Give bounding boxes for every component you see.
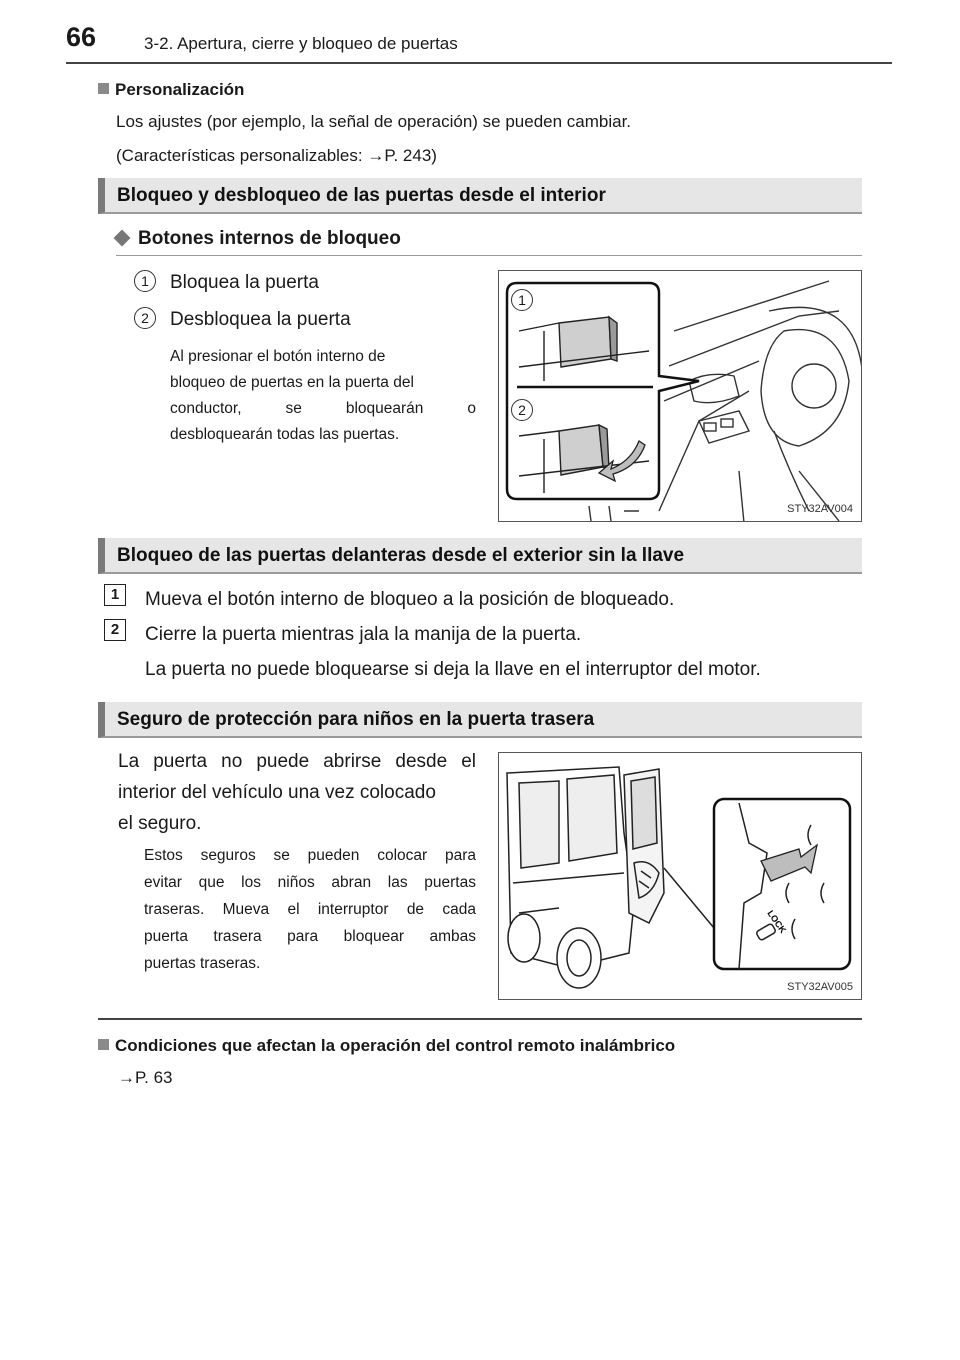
diamond-bullet-icon — [114, 229, 131, 246]
step-number-1: 1 — [104, 584, 126, 606]
door-interior-illustration — [499, 271, 862, 522]
interior-note-line: bloqueo de puertas en la puerta del — [170, 374, 414, 391]
interior-note — [170, 344, 476, 448]
item-label-unlock: Desbloquea la puerta — [170, 309, 351, 330]
section-title-exterior: Bloqueo de las puertas delanteras desde el exterior sin la llave — [117, 545, 685, 566]
child-note-line: traseras. Mueva el interruptor de cada — [144, 901, 476, 918]
interior-note-line: desbloquearán todas las puertas. — [170, 426, 400, 443]
personalizacion-title: Personalización — [115, 80, 245, 99]
car-rear-door-illustration — [499, 753, 862, 1000]
condiciones-ref: →P. 63 — [118, 1068, 173, 1087]
square-bullet-icon — [98, 1039, 109, 1050]
section-title-interior: Bloqueo y desbloqueo de las puertas desde el interior — [117, 185, 606, 206]
figure-callout-2: 2 — [511, 399, 533, 421]
figure-child-lock — [498, 752, 862, 1000]
child-note-line: evitar que los niños abran las puertas — [144, 874, 476, 891]
child-note-line: puertas traseras. — [144, 955, 261, 972]
exterior-note: La puerta no puede bloquearse si deja la llave en el interruptor del motor. — [145, 659, 761, 680]
interior-note-line: Al presionar el botón interno de — [170, 348, 386, 365]
subsection-heading — [112, 228, 401, 250]
figure-callout-1: 1 — [511, 289, 533, 311]
figure-code-2: STY32AV005 — [787, 981, 853, 993]
child-note-line: Estos seguros se pueden colocar para — [144, 847, 476, 864]
section-bar-interior — [98, 178, 862, 214]
child-lock-note — [144, 842, 476, 977]
lock-label: LOCK — [765, 908, 789, 936]
step-number-2: 2 — [104, 619, 126, 641]
child-lock-intro — [118, 746, 476, 839]
chapter-title: 3-2. Apertura, cierre y bloqueo de puertas — [144, 34, 458, 53]
subsection-title: Botones internos de bloqueo — [138, 228, 401, 249]
figure-code-1: STY32AV004 — [787, 503, 853, 515]
condiciones-heading — [98, 1036, 675, 1056]
page-number: 66 — [66, 22, 97, 52]
interior-note-line: conductor, se bloquearán o — [170, 400, 476, 417]
item-number-2: 2 — [134, 307, 156, 329]
personalizacion-heading — [98, 80, 244, 100]
condiciones-title: Condiciones que afectan la operación del control remoto inalámbrico — [115, 1036, 676, 1055]
item-label-lock: Bloquea la puerta — [170, 272, 319, 293]
child-note-line: puerta trasera para bloquear ambas — [144, 928, 476, 945]
bottom-divider — [98, 1018, 862, 1020]
item-number-1: 1 — [134, 270, 156, 292]
step-text-2: Cierre la puerta mientras jala la manija de la puerta. — [145, 624, 582, 645]
child-intro-line: interior del vehículo una vez colocado — [118, 782, 436, 803]
personalizacion-line-2: (Características personalizables: →P. 243) — [116, 146, 437, 165]
header-divider — [66, 62, 892, 64]
step-text-1: Mueva el botón interno de bloqueo a la posición de bloqueado. — [145, 589, 675, 610]
figure-door-lock-buttons — [498, 270, 862, 522]
personalizacion-line-1: Los ajustes (por ejemplo, la señal de operación) se pueden cambiar. — [116, 112, 632, 131]
subsection-divider — [116, 255, 862, 256]
section-title-child-lock: Seguro de protección para niños en la puerta trasera — [117, 709, 595, 730]
child-intro-line: el seguro. — [118, 813, 202, 834]
square-bullet-icon — [98, 83, 109, 94]
child-intro-line: La puerta no puede abrirse desde el — [118, 751, 476, 772]
section-bar-child-lock — [98, 702, 862, 738]
section-bar-exterior — [98, 538, 862, 574]
